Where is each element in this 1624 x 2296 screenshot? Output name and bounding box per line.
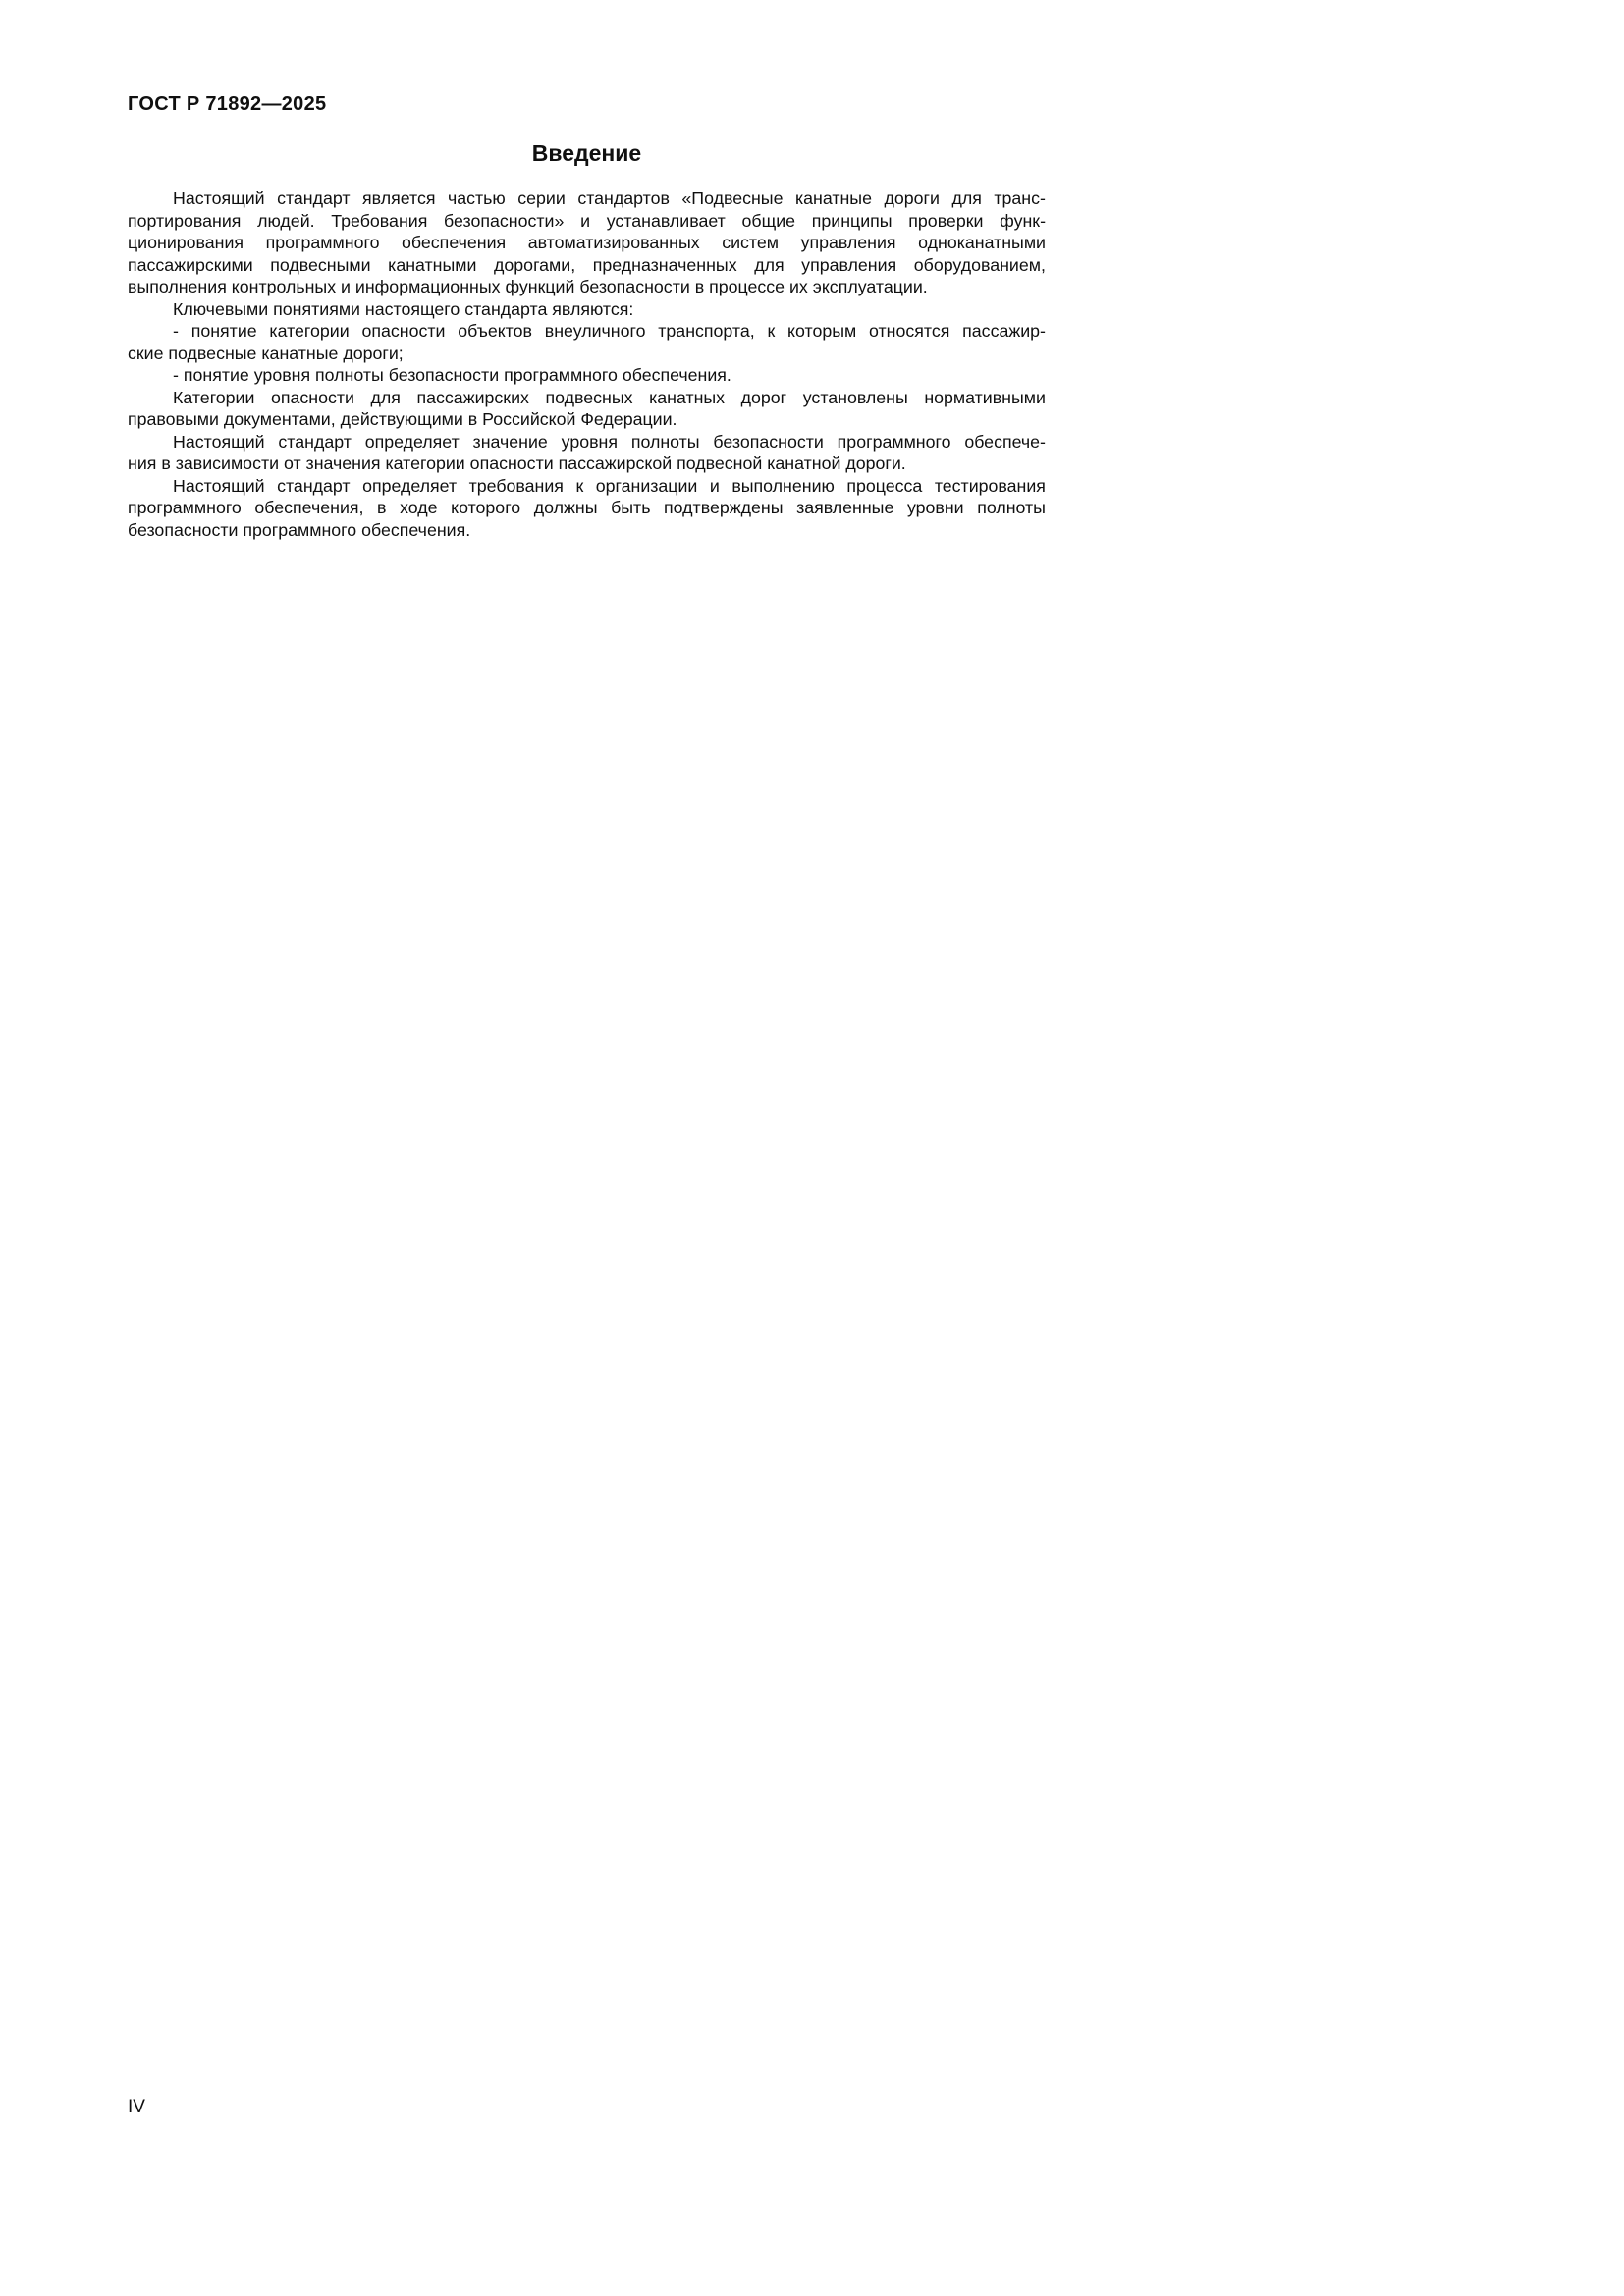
- text-line: безопасности программного обеспечения.: [128, 519, 471, 540]
- paragraph: [128, 320, 1046, 364]
- text-line: Настоящий стандарт является частью серии стандартов «Подвесные канатные дороги для транс-: [173, 188, 1046, 208]
- document-code: ГОСТ Р 71892—2025: [128, 93, 327, 115]
- text-line: Ключевыми понятиями настоящего стандарта являются:: [173, 298, 634, 319]
- paragraph: [128, 475, 1046, 542]
- text-line: ния в зависимости от значения категории опасности пассажирской подвесной канатной дороги.: [128, 454, 906, 473]
- text-line: ционирования программного обеспечения автоматизированных систем управления одноканатными: [128, 233, 1046, 252]
- text-line: Настоящий стандарт определяет значение уровня полноты безопасности программного обеспече-: [173, 431, 1046, 452]
- text-line: правовыми документами, действующими в Российской Федерации.: [128, 409, 677, 429]
- text-line: Категории опасности для пассажирских подвесных канатных дорог установлены нормативными: [173, 387, 1046, 407]
- text-line: программного обеспечения, в ходе которого должны быть подтверждены заявленные уровни полноты: [128, 498, 1046, 517]
- text-line: - понятие категории опасности объектов внеуличного транспорта, к которым относятся пассажир-: [173, 321, 1046, 341]
- text-line: выполнения контрольных и информационных функций безопасности в процессе их эксплуатации.: [128, 277, 928, 296]
- paragraph: [128, 387, 1046, 431]
- text-line: портирования людей. Требования безопасности» и устанавливает общие принципы проверки функ-: [128, 210, 1046, 231]
- text-line: ские подвесные канатные дороги;: [128, 343, 404, 363]
- text-line: - понятие уровня полноты безопасности программного обеспечения.: [173, 365, 731, 385]
- paragraph: [128, 187, 1046, 298]
- section-title: Введение: [531, 140, 642, 166]
- page-number: IV: [128, 2097, 145, 2117]
- document-body: [128, 187, 1046, 541]
- text-line: Настоящий стандарт определяет требования к организации и выполнению процесса тестирования: [173, 475, 1046, 496]
- paragraph: [128, 298, 1046, 321]
- paragraph: [128, 364, 1046, 387]
- paragraph: [128, 431, 1046, 475]
- text-line: пассажирскими подвесными канатными дорогами, предназначенных для управления оборудованием,: [128, 254, 1046, 275]
